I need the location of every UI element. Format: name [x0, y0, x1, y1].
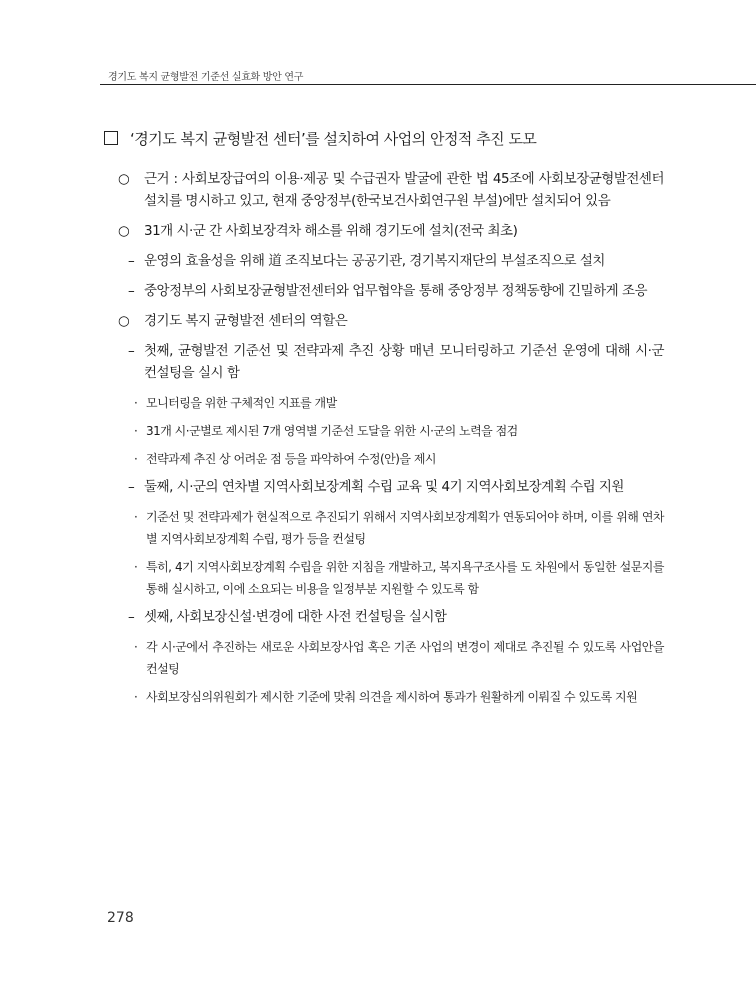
section-text: 경기도 복지 균형발전 센터의 역할은: [144, 313, 348, 329]
sub-item: [104, 686, 664, 708]
main-heading: [104, 128, 664, 150]
main-heading-text: ‘경기도 복지 균형발전 센터’를 설치하여 사업의 안정적 추진 도모: [130, 130, 537, 148]
dash-bullet-icon: –: [128, 253, 135, 269]
list-item-text: 첫째, 균형발전 기준선 및 전략과제 추진 상황 매년 모니터링하고 기준선 운영에 대해 시·군 컨설팅을 실시 함: [144, 343, 664, 381]
dot-bullet-icon: ·: [134, 452, 138, 466]
list-item-text: 셋째, 사회보장신설·변경에 대한 사전 컨설팅을 실시함: [144, 609, 447, 625]
sub-item-text: 각 시·군에서 추진하는 새로운 사회보장사업 혹은 기존 사업의 변경이 제대로 추진될 수 있도록 사업안을 컨설팅: [146, 640, 664, 676]
list-item-text: 둘째, 시·군의 연차별 지역사회보장계획 수립 교육 및 4기 지역사회보장계획 수립 지원: [144, 479, 624, 495]
section-text: 근거 : 사회보장급여의 이용·제공 및 수급권자 발굴에 관한 법 45조에 사회보장균형발전센터 설치를 명시하고 있고, 현재 중앙정부(한국보건사회연구원 부설)에만 설치되어 있음: [144, 171, 664, 209]
role-first: [104, 340, 664, 384]
dot-bullet-icon: ·: [134, 424, 138, 438]
sub-item: [104, 556, 664, 600]
dot-bullet-icon: ·: [134, 640, 138, 654]
document-body: [104, 128, 664, 714]
circle-bullet-icon: ○: [118, 171, 130, 187]
role-second: [104, 476, 664, 498]
dash-bullet-icon: –: [128, 283, 135, 299]
page-number: 278: [107, 910, 134, 926]
list-item: [104, 250, 664, 272]
circle-bullet-icon: ○: [118, 313, 130, 329]
sub-item: [104, 448, 664, 470]
circle-bullet-icon: ○: [118, 223, 130, 239]
sub-item-text: 모니터링을 위한 구체적인 지표를 개발: [146, 396, 337, 410]
dot-bullet-icon: ·: [134, 396, 138, 410]
section-roles: [104, 310, 664, 332]
sub-item-text: 전략과제 추진 상 어려운 점 등을 파악하여 수정(안)을 제시: [146, 452, 436, 466]
sub-item: [104, 392, 664, 414]
section-basis: [104, 168, 664, 212]
section-establishment: [104, 220, 664, 242]
dash-bullet-icon: –: [128, 343, 135, 359]
dash-bullet-icon: –: [128, 609, 135, 625]
sub-item: [104, 636, 664, 680]
dot-bullet-icon: ·: [134, 560, 138, 574]
sub-item-text: 특히, 4기 지역사회보장계획 수립을 위한 지침을 개발하고, 복지욕구조사를 도 차원에서 동일한 설문지를 통해 실시하고, 이에 소요되는 비용을 일정부분 지원할 수 있도록 함: [146, 560, 664, 596]
dot-bullet-icon: ·: [134, 690, 138, 704]
dot-bullet-icon: ·: [134, 510, 138, 524]
sub-item-text: 사회보장심의위원회가 제시한 기준에 맞춰 의견을 제시하여 통과가 원활하게 이뤄질 수 있도록 지원: [146, 690, 638, 704]
header-rule: [100, 84, 756, 85]
sub-item: [104, 420, 664, 442]
dash-bullet-icon: –: [128, 479, 135, 495]
role-third: [104, 606, 664, 628]
running-header: 경기도 복지 균형발전 기준선 실효화 방안 연구: [108, 72, 304, 83]
list-item-text: 운영의 효율성을 위해 道 조직보다는 공공기관, 경기복지재단의 부설조직으로 설치: [144, 253, 605, 269]
list-item: [104, 280, 664, 302]
list-item-text: 중앙정부의 사회보장균형발전센터와 업무협약을 통해 중앙정부 정책동향에 긴밀하게 조응: [144, 283, 648, 299]
sub-item-text: 31개 시·군별로 제시된 7개 영역별 기준선 도달을 위한 시·군의 노력을 점검: [146, 424, 518, 438]
checkbox-bullet-icon: [104, 131, 118, 145]
sub-item: [104, 506, 664, 550]
sub-item-text: 기준선 및 전략과제가 현실적으로 추진되기 위해서 지역사회보장계획가 연동되어야 하며, 이를 위해 연차별 지역사회보장계획 수립, 평가 등을 컨설팅: [146, 510, 664, 546]
section-text: 31개 시·군 간 사회보장격차 해소를 위해 경기도에 설치(전국 최초): [144, 223, 518, 239]
